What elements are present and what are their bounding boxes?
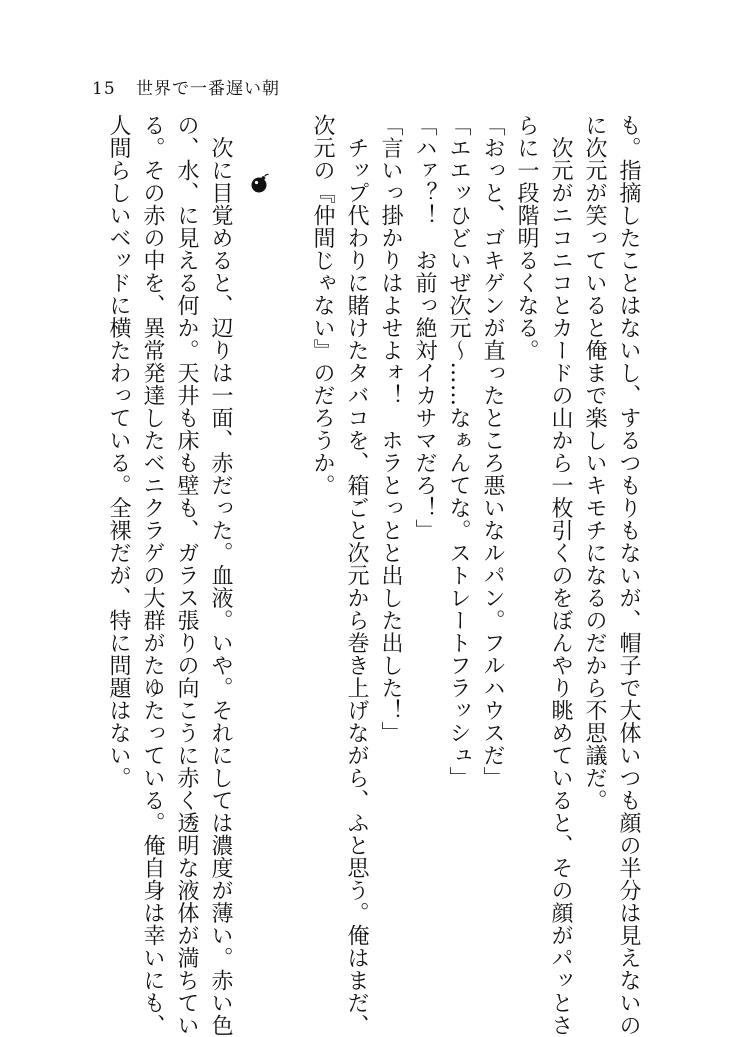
text-line: に次元が笑っていると俺まで楽しいキモチになるのだから不思議だ。 — [582, 114, 607, 812]
running-header — [92, 74, 280, 99]
text-line: 次元の『仲間じゃない』のだろうか。 — [310, 114, 335, 497]
text-line: 「ハァ？！ お前っ絶対イカサマだろ！」 — [412, 114, 437, 542]
bomb-icon — [249, 172, 271, 194]
blank-line — [237, 114, 271, 974]
page-number: 15 — [92, 79, 116, 99]
blank-line — [271, 114, 305, 974]
text-line: 「エエッひどいぜ次元〜……なぁんてな。ストレートフラッシュ」 — [446, 114, 471, 789]
text-line: 次に目覚めると、辺りは一面、赤だった。血液。いや。それにしては濃度が薄い。赤い色 — [208, 114, 233, 1037]
body-text — [101, 114, 645, 1037]
text-line: 「言いっ掛かりはよせよォ！ ホラとっとと出した出した！」 — [378, 114, 403, 744]
text-line: の、水、に見える何か。天井も床も壁も、ガラス張りの向こうに赤く透明な液体が満ちてい — [174, 114, 199, 1037]
text-line: 人間らしいベッドに横たわっている。全裸だが、特に問題はない。 — [106, 114, 131, 789]
text-line: 次元がニコニコとカードの山から一枚引くのをぼんやり眺めていると、その顔がパッとさ — [548, 114, 573, 1037]
text-line: チップ代わりに賭けたタバコを、箱ごと次元から巻き上げながら、ふと思う。俺はまだ、 — [344, 114, 369, 1037]
text-line: 「おっと、ゴキゲンが直ったところ悪いなルパン。フルハウスだ」 — [480, 114, 505, 789]
chapter-title: 世界で一番遅い朝 — [136, 79, 280, 99]
text-line: らに一段階明るくなる。 — [514, 114, 539, 362]
text-line: る。その赤の中を、異常発達したベニクラゲの大群がたゆたっている。俺自身は幸いにも、 — [140, 114, 165, 1037]
text-line: も。指摘したことはないし、するつもりもないが、帽子で大体いつも顔の半分は見えないの — [616, 114, 641, 1037]
